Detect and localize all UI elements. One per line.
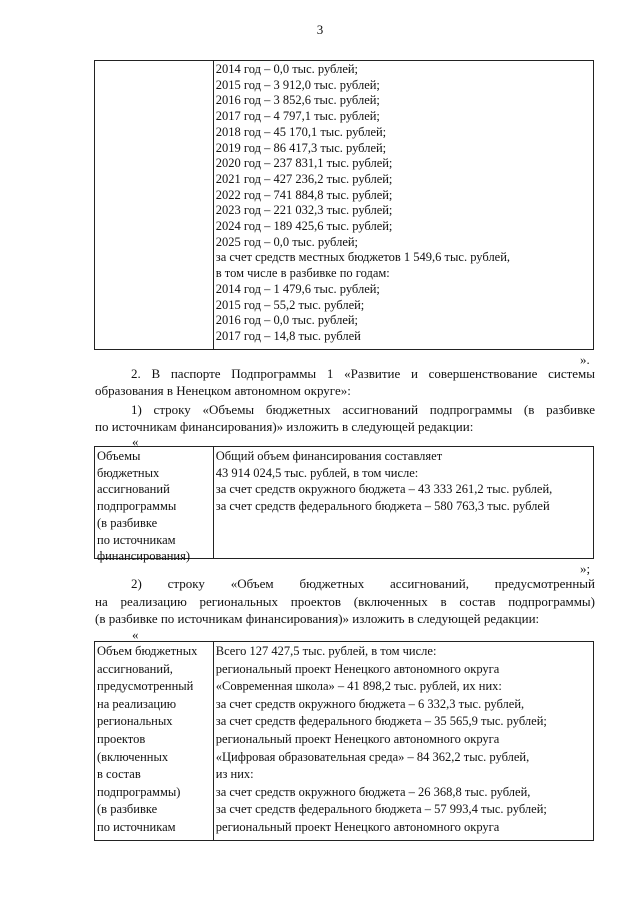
table-label-line: финансирования) bbox=[97, 549, 191, 564]
table-value-cell bbox=[214, 642, 593, 840]
table-line: 2024 год – 189 425,6 тыс. рублей; bbox=[215, 219, 393, 234]
table-line: 2025 год – 0,0 тыс. рублей; bbox=[215, 234, 359, 249]
table-label-line: проектов bbox=[97, 731, 146, 746]
table-line: 2019 год – 86 417,3 тыс. рублей; bbox=[215, 140, 387, 155]
table-value-line: Всего 127 427,5 тыс. рублей, в том числе: bbox=[215, 644, 437, 658]
table-label-line: в состав bbox=[97, 767, 141, 782]
funding-table-continued bbox=[94, 60, 594, 350]
table-value-line: за счет средств федерального бюджета – 35 565,9 тыс. рублей; bbox=[215, 714, 547, 729]
table-value-line: региональный проект Ненецкого автономного округа bbox=[215, 661, 500, 676]
paragraph-line: образования в Ненецком автономном округе»: bbox=[95, 383, 351, 398]
closing-quote: ». bbox=[580, 352, 590, 367]
table-label-line: предусмотренный bbox=[97, 679, 194, 694]
table-label-cell bbox=[95, 642, 214, 840]
table-line: 2014 год – 1 479,6 тыс. рублей; bbox=[215, 281, 380, 296]
closing-quote: »; bbox=[580, 561, 591, 576]
regional-projects-table bbox=[94, 641, 594, 841]
table-label-line: по источникам bbox=[97, 819, 176, 834]
table-value-line: за счет средств федерального бюджета – 57 993,4 тыс. рублей; bbox=[215, 802, 547, 817]
table-label-line: (в разбивке bbox=[97, 515, 158, 530]
table-value-line: Общий объем финансирования составляет bbox=[215, 449, 443, 463]
table-line: 2020 год – 237 831,1 тыс. рублей; bbox=[215, 156, 393, 171]
table-line: в том числе в разбивке по годам: bbox=[215, 266, 390, 281]
table-value-line: региональный проект Ненецкого автономного округа bbox=[215, 731, 500, 746]
paragraph-line: по источникам финансирования)» изложить в следующей редакции: bbox=[95, 419, 474, 434]
table-label-line: (включенных bbox=[97, 749, 169, 764]
table-line: 2021 год – 427 236,2 тыс. рублей; bbox=[215, 171, 393, 186]
table-value-line: за счет средств окружного бюджета – 43 333 261,2 тыс. рублей, bbox=[215, 482, 553, 497]
table-label-line: бюджетных bbox=[97, 465, 160, 480]
paragraph-line: на реализацию региональных проектов (включенных в состав подпрограммы) bbox=[95, 594, 595, 609]
table-value-line: 43 914 024,5 тыс. рублей, в том числе: bbox=[215, 465, 419, 480]
opening-quote: « bbox=[132, 434, 139, 449]
table-line: 2018 год – 45 170,1 тыс. рублей; bbox=[215, 124, 387, 139]
table-value-line: «Современная школа» – 41 898,2 тыс. рублей, их них: bbox=[215, 679, 502, 694]
paragraph-line: 2) строку «Объем бюджетных ассигнований, предусмотренный bbox=[131, 576, 595, 591]
table-label-cell bbox=[95, 447, 214, 564]
table-value-line: из них: bbox=[215, 767, 254, 782]
table-label-line: на реализацию bbox=[97, 696, 177, 711]
table-value-line: за счет средств окружного бюджета – 26 368,8 тыс. рублей, bbox=[215, 784, 531, 799]
table-label-line: Объемы bbox=[97, 449, 141, 463]
table-line: 2017 год – 4 797,1 тыс. рублей; bbox=[215, 109, 380, 124]
table-label-line: ассигнований bbox=[97, 482, 170, 497]
table-line: 2016 год – 0,0 тыс. рублей; bbox=[215, 313, 359, 328]
table-right-cell bbox=[214, 61, 593, 349]
table-value-line: за счет средств федерального бюджета – 580 763,3 тыс. рублей bbox=[215, 499, 550, 514]
paragraph-line: 2. В паспорте Подпрограммы 1 «Развитие и совершенствование системы bbox=[131, 366, 595, 381]
table-label-line: подпрограммы) bbox=[97, 784, 181, 799]
table-label-line: подпрограммы bbox=[97, 499, 177, 514]
paragraph-line: 1) строку «Объемы бюджетных ассигнований подпрограммы (в разбивке bbox=[131, 402, 595, 417]
table-left-cell bbox=[95, 61, 214, 349]
table-label-line: региональных bbox=[97, 714, 173, 729]
table-value-cell bbox=[214, 447, 593, 558]
table-value-line: «Цифровая образовательная среда» – 84 362,2 тыс. рублей, bbox=[215, 749, 530, 764]
table-line: 2015 год – 55,2 тыс. рублей; bbox=[215, 297, 365, 312]
page-number: 3 bbox=[316, 22, 324, 37]
subprogram-funding-table bbox=[94, 446, 594, 564]
table-line: 2017 год – 14,8 тыс. рублей bbox=[215, 328, 361, 343]
table-line: 2014 год – 0,0 тыс. рублей; bbox=[215, 62, 359, 76]
opening-quote: « bbox=[132, 627, 139, 642]
table-line: за счет средств местных бюджетов 1 549,6 тыс. рублей, bbox=[215, 250, 511, 265]
paragraph-line: (в разбивке по источникам финансирования)» изложить в следующей редакции: bbox=[95, 611, 540, 626]
table-line: 2016 год – 3 852,6 тыс. рублей; bbox=[215, 93, 380, 108]
table-value-line: за счет средств окружного бюджета – 6 332,3 тыс. рублей, bbox=[215, 696, 525, 711]
table-line: 2023 год – 221 032,3 тыс. рублей; bbox=[215, 203, 393, 218]
table-line: 2022 год – 741 884,8 тыс. рублей; bbox=[215, 187, 393, 202]
table-value-line: региональный проект Ненецкого автономного округа bbox=[215, 819, 500, 834]
table-label-line: Объем бюджетных bbox=[97, 644, 198, 658]
table-label-line: по источникам bbox=[97, 532, 176, 547]
table-label-line: ассигнований, bbox=[97, 661, 173, 676]
table-label-line: (в разбивке bbox=[97, 802, 158, 817]
table-line: 2015 год – 3 912,0 тыс. рублей; bbox=[215, 77, 380, 92]
